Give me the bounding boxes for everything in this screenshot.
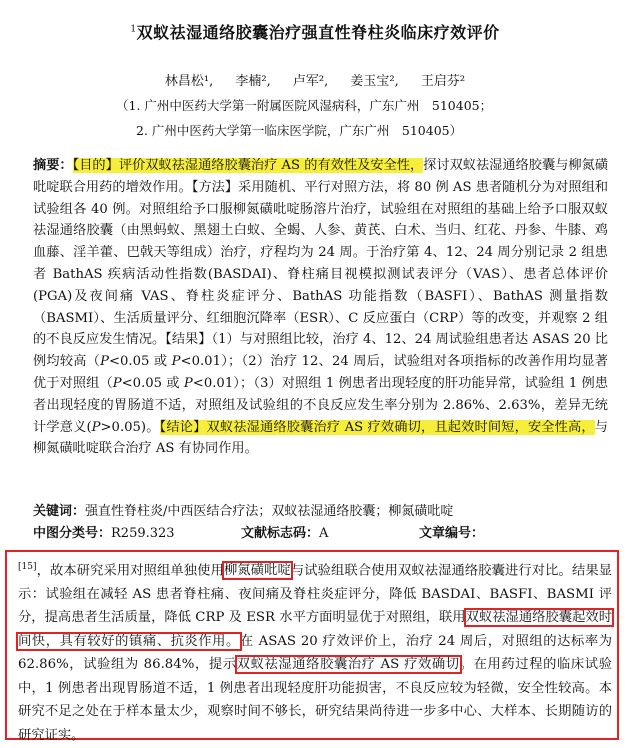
keywords — [33, 500, 453, 519]
clc-value: R259.323 — [111, 526, 175, 541]
result-text: （1）与对照组比较，治疗 4、12、24 周试验组患者达 ASAS 20 比例均较高（ — [33, 332, 608, 370]
title-superscript: 1 — [130, 24, 137, 35]
abstract-label: 摘要： — [33, 158, 73, 173]
result-text: <0.01）；（3）对照组 1 例患者出现轻度的肝功能异常，试验组 1 例患者出现轻度的胃肠道不适，对照组及试验组的不良反应发生率分别为 2.86%、2.63%，差异无统计学意义( — [33, 375, 609, 435]
reference-marker: [15] — [18, 562, 37, 572]
keywords-label: 关键词： — [33, 504, 86, 519]
purpose-tag: 【目的】 — [72, 158, 119, 173]
result-text: <0.05 或 — [108, 354, 172, 370]
classification-line — [33, 522, 608, 541]
doc-code-label: 文献标志码： — [241, 526, 320, 541]
conclusion-text: 。在用药过程的临床试验中，1 例患者出现胃肠道不适，1 例患者出现轻度肝功能损害，不良反应较为轻微，安全性较高。本研究不足之处在于样本量太少，观察时间不够长，研究结果尚待进一步多中心、大样本、长期随访的研究证实。 — [18, 657, 613, 743]
p-symbol: P — [171, 354, 181, 370]
method-text: 采用随机、平行对照方法，将 80 例 AS 患者随机分为对照组和试验组各 40 例。对照组给予口服柳氮磺吡啶肠溶片治疗，试验组在对照组的基础上给予口服双蚁祛湿通络胶囊（由黑蚂蚁、黑翅土白蚁、全蝎、人参、黄芪、白术、当归、红花、丹参、牛膝、鸡血藤、淫羊藿、巴戟天等组成）治疗，疗程均为 24 周。于治疗第 4、12、24 周分别记录 2 组患者 BathAS 疾病活动性指数(BASDAI)、脊柱痛目视模拟测试表评分（VAS）、患者总体评价(PGA)及夜间痛 VAS、脊柱炎症评分、BathAS 功能指数（BASFI）、BathAS 测量指数（BASMI）、生活质量评分、红细胞沉降率（ESR）、C 反应蛋白（CRP）等的改变，并观察 2 组的不良反应发生情况。 — [33, 179, 609, 348]
author: 李楠², — [235, 74, 271, 89]
result-text: >0.05)。 — [100, 419, 160, 435]
affiliation-1: （1. 广州中医药大学第一附属医院风湿病科，广东广州 510405； — [116, 98, 493, 113]
p-symbol: P — [183, 375, 193, 391]
purpose-highlight: 评价双蚁祛湿通络胶囊治疗 AS 的有效性及安全性， — [118, 158, 424, 173]
author: 王启芬² — [420, 74, 466, 89]
result-text: <0.01）；（2）治疗 12、24 周后，试验组对各项指标的改善作用均显著优于对照组（ — [33, 354, 608, 391]
method-tag: 【方法】 — [191, 179, 239, 195]
purpose-text: 探讨双蚁祛湿通络胶囊与柳氮磺吡啶联合用药的增效作用。 — [33, 158, 609, 195]
title-text: 双蚁祛湿通络胶囊治疗强直性脊柱炎临床疗效评价 — [136, 23, 500, 42]
boxed-phrase: 双蚁祛湿通络胶囊起效时间快，具有较好的镇痛、抗炎作用。 — [18, 610, 613, 649]
p-symbol: P — [91, 419, 101, 435]
p-symbol: P — [100, 354, 109, 370]
conclusion-text: ，故本研究采用对照组单独使用 — [36, 563, 224, 579]
conclusion-paragraph — [18, 556, 612, 747]
conclusion-tag: 【结论】 — [159, 419, 207, 435]
result-tag: 【结果】 — [165, 332, 212, 348]
author-list — [0, 70, 630, 89]
conclusion-text: 在 ASAS 20 疗效评价上，治疗 24 周后，对照组的达标率为 62.86%，试验组为 86.84%，提示 — [18, 633, 612, 673]
paper-title — [0, 20, 630, 43]
p-symbol: P — [112, 375, 122, 391]
author: 卢军², — [292, 74, 329, 89]
clc-label: 中图分类号： — [33, 526, 112, 541]
boxed-phrase: 双蚁祛湿通络胶囊治疗 AS 疗效确切 — [236, 657, 460, 673]
author: 林昌松¹, — [164, 74, 214, 89]
conclusion-highlight: 双蚁祛湿通络胶囊治疗 AS 疗效确切，且起效时间短，安全性高， — [206, 419, 595, 435]
abstract — [33, 155, 608, 460]
conclusion-text: 与柳氮磺吡啶联合治疗 AS 有协同作用。 — [33, 419, 608, 457]
boxed-phrase: 柳氮磺吡啶 — [223, 563, 291, 579]
doc-code-value: A — [319, 526, 329, 541]
article-number-label: 文章编号： — [419, 526, 485, 541]
keywords-text: 强直性脊柱炎/中西医结合疗法；双蚁祛湿通络胶囊；柳氮磺吡啶 — [85, 504, 454, 519]
author: 姜玉宝², — [350, 74, 399, 89]
conclusion-text: 与试验组联合使用双蚁祛湿通络胶囊进行对比。结果显示：试验组在减轻 AS 患者脊柱痛、夜间痛及脊柱炎症评分，降低 BASDAI、BASFI、BASMI 评分，提高患者生活质量，降低 CRP 及 ESR 水平方面明显优于对照组，联用 — [18, 563, 613, 626]
affiliation-2: 2. 广州中医药大学第一临床医学院，广东广州 510405） — [136, 123, 463, 138]
result-text: <0.05 或 — [121, 375, 184, 391]
